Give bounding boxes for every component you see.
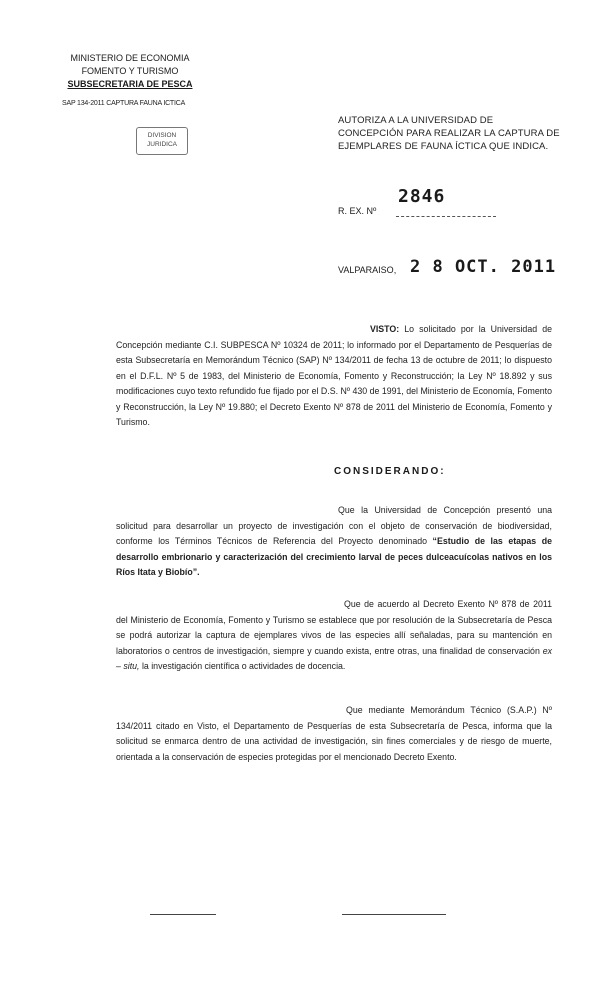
resolution-line: [396, 216, 496, 217]
resolution-subject: AUTORIZA A LA UNIVERSIDAD DE CONCEPCIÓN PARA REALIZAR LA CAPTURA DE EJEMPLARES DE FAUNA ÍCTICA QUE INDICA.: [338, 115, 560, 152]
considerando-paragraph-1: [116, 503, 552, 581]
considerando-2-italic: ex – situ,: [116, 645, 552, 671]
division-stamp: [136, 127, 188, 155]
visto-label: VISTO:: [370, 324, 400, 334]
project-title: “Estudio de las etapas de desarrollo embrionario y caracterización del crecimiento larval de peces dulceacuícolas nativos en los Ríos Itata y Biobío”.: [116, 536, 552, 577]
considerando-1-text: Que la Universidad de Concepción presentó una solicitud para desarrollar un proyecto de investigación con el objeto de conservación de biodiversidad, conforme los Términos Técnicos de Referencia del Proyecto denominado: [116, 505, 552, 546]
considerando-paragraph-3: [116, 703, 552, 765]
ministry-subname: FOMENTO Y TURISMO: [81, 66, 179, 76]
considerando-3-text: Que mediante Memorándum Técnico (S.A.P.) Nº 134/2011 citado en Visto, el Departamento de Pesquerías de esta Subsecretaría de Pesca, informa que la solicitud se enmarca dentro de una actividad de investigación, sin fines comerciales y de riesgo de muerte, orientada a la conservación de especies protegidas por el mencionado Decreto Exento.: [116, 705, 552, 762]
resolution-number: 2846: [398, 186, 446, 207]
signature-line-right: [342, 914, 446, 915]
place: VALPARAISO,: [338, 265, 397, 275]
ministry-header: [40, 52, 220, 91]
date-stamp: 2 8 OCT. 2011: [410, 257, 557, 277]
stamp-line-1: DIVISION: [147, 132, 177, 139]
considerando-2-text-a: Que de acuerdo al Decreto Exento Nº 878 de 2011 del Ministerio de Economía, Fomento y Turismo se establece que por resolución de la Subsecretaría de Pesca se podrá autorizar la captura de ejemplares vivos de las especies allí señaladas, para su mantención en laboratorios o centros de investigación, siempre y cuando exista, entre otras, una finalidad de conservación: [116, 599, 552, 656]
subsecretaria-name: SUBSECRETARIA DE PESCA: [67, 79, 193, 89]
considerando-2-text-b: la investigación científica o actividades de docencia.: [141, 661, 346, 671]
signature-line-left: [150, 914, 216, 915]
visto-paragraph: [116, 322, 552, 431]
sap-reference: SAP 134-2011 CAPTURA FAUNA ICTICA: [62, 100, 186, 107]
stamp-line-2: JURIDICA: [147, 141, 177, 148]
considerando-heading: CONSIDERANDO:: [334, 466, 446, 477]
visto-text: Lo solicitado por la Universidad de Concepción mediante C.I. SUBPESCA Nº 10324 de 2011; lo informado por el Departamento de Pesquerías de esta Subsecretaría en Memorándum Técnico (SAP) Nº 134/2011 de fecha 13 de octubre de 2011; lo dispuesto en el D.F.L. Nº 5 de 1983, del Ministerio de Economía, Fomento y Reconstrucción; la Ley Nº 18.892 y sus modificaciones cuyo texto refundido fue fijado por el D.S. Nº 430 de 1991, del Ministerio de Economía, Fomento y Reconstrucción, la Ley Nº 19.880; el Decreto Exento Nº 878 de 2011 del Ministerio de Economía, Fomento y Turismo.: [116, 324, 552, 427]
ministry-name: MINISTERIO DE ECONOMIA: [70, 53, 190, 63]
considerando-paragraph-2: [116, 597, 552, 675]
resolution-label: R. EX. Nº: [338, 206, 377, 216]
